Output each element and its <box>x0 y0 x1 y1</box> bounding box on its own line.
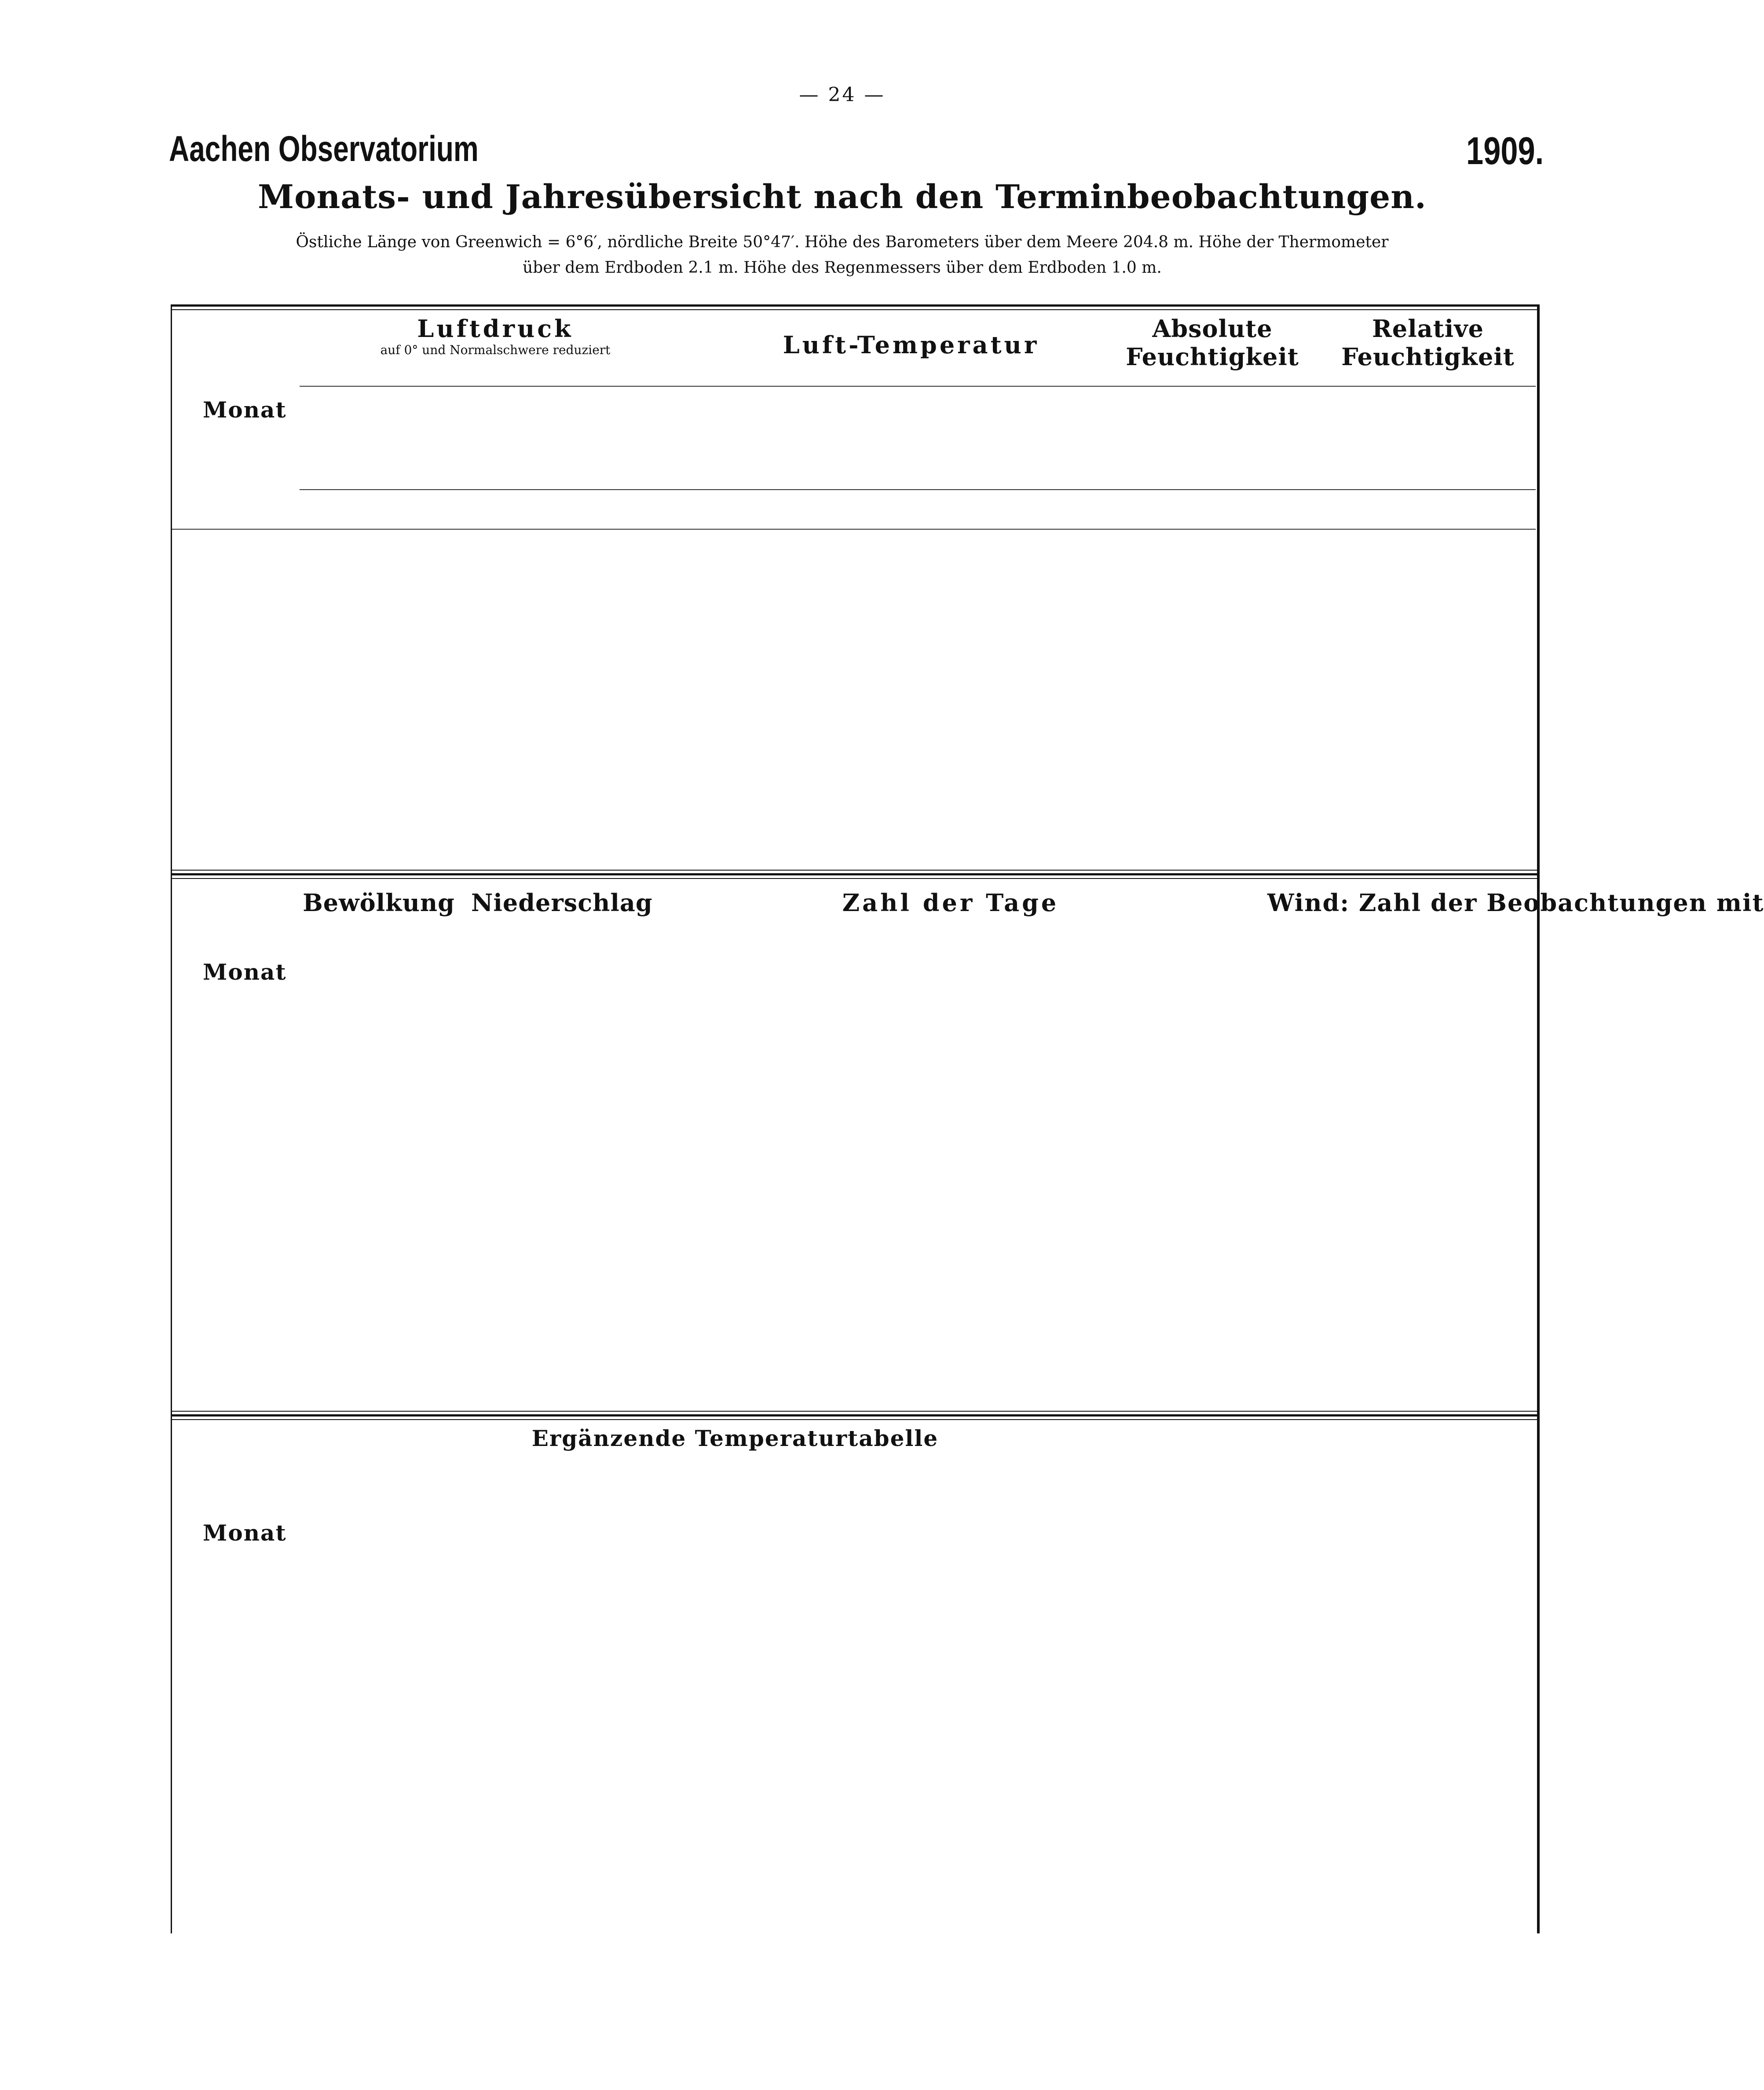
monat-label-2: Monat <box>203 959 287 985</box>
location-line-2: über dem Erdboden 2.1 m. Höhe des Regenmessers über dem Erdboden 1.0 m. <box>523 259 1162 277</box>
group-luftdruck: Luftdruck auf 0° und Normalschwere reduziert <box>380 315 611 357</box>
page-title: Monats- und Jahresübersicht nach den Terminbeobachtungen. <box>258 178 1427 216</box>
page-number: — 24 — <box>799 84 886 106</box>
monat-label-3: Monat <box>203 1520 287 1546</box>
table-pressure-temperature-humidity <box>171 304 1540 875</box>
group-ergaenzende-temperaturtabelle: Ergänzende Temperaturtabelle <box>531 1425 939 1451</box>
group-luft-temperatur: Luft-Temperatur <box>783 331 1039 359</box>
group-niederschlag: Niederschlag <box>471 889 653 917</box>
table-clouds-precipitation-wind <box>171 873 1764 1417</box>
year-heading: 1909. <box>1466 129 1544 172</box>
group-zahl-der-tage: Zahl der Tage <box>842 889 1059 917</box>
group-absolute-feuchtigkeit: Absolute Feuchtigkeit <box>1126 315 1299 371</box>
location-line-1: Östliche Länge von Greenwich = 6°6′, nördliche Breite 50°47′. Höhe des Barometers über dem Meere 204.8 m. Höhe der Thermometer <box>296 233 1389 251</box>
monat-label: Monat <box>203 397 287 423</box>
group-relative-feuchtigkeit: Relative Feuchtigkeit <box>1341 315 1515 371</box>
table-supplementary-temperature <box>171 1414 1540 1933</box>
group-wind: Wind: Zahl der Beobachtungen mit <box>1267 889 1764 917</box>
group-bewoelkung: Bewölkung <box>303 889 455 917</box>
observatory-name: Aachen Observatorium <box>169 129 479 169</box>
